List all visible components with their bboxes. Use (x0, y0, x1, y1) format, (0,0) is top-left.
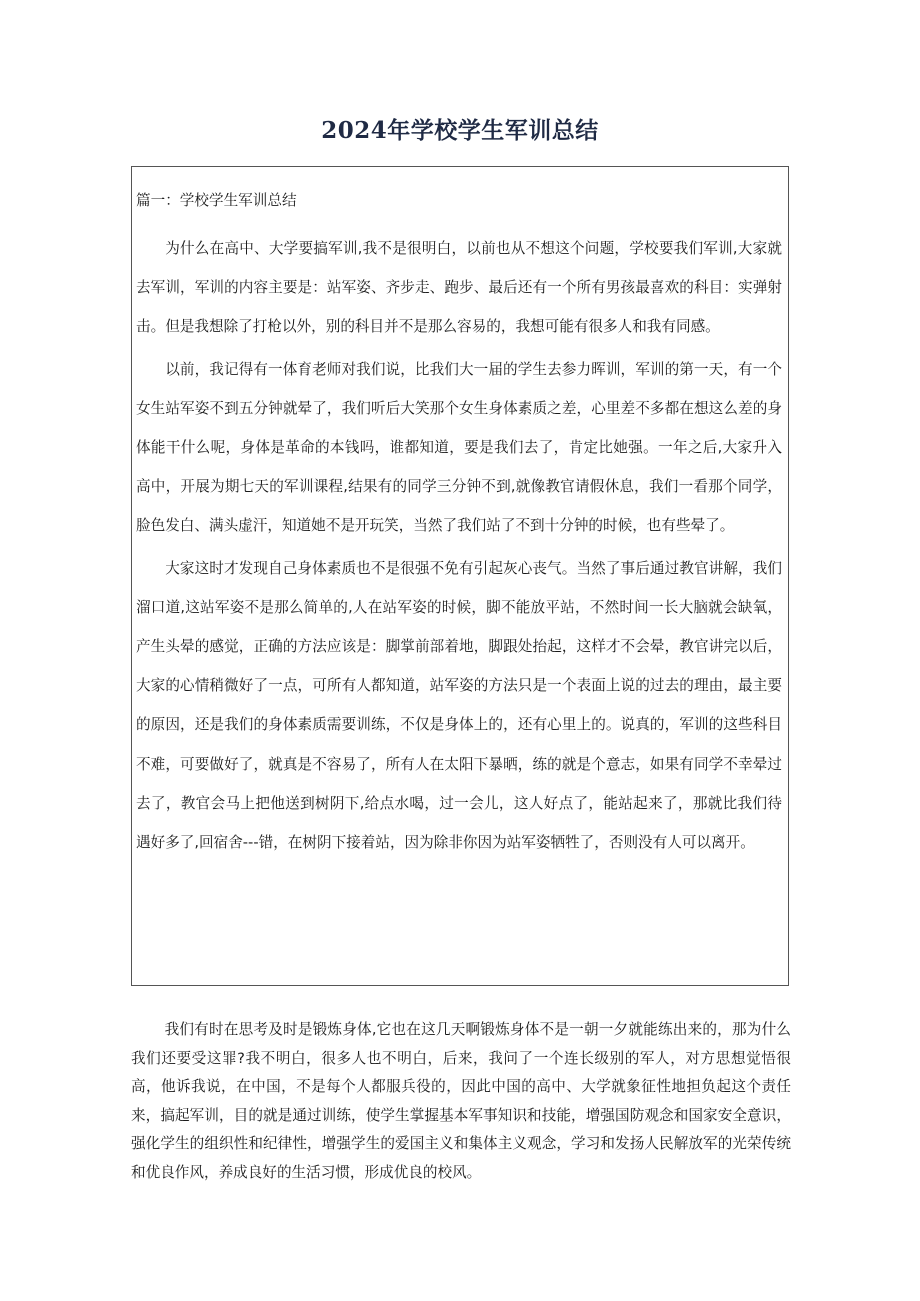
section-heading: 篇一：学校学生军训总结 (136, 192, 297, 209)
boxed-section (131, 166, 789, 986)
paragraph: 以前，我记得有一体育老师对我们说，比我们大一届的学生去参力晖训，军训的第一天，有一个女生站军姿不到五分钟就晕了，我们听后大笑那个女生身体素质之差，心里差不多都在想这么差的身体能干什么呢，身体是革命的本钱吗，谁都知道，要是我们去了，肯定比她强。一年之后,大家升入高中，开展为期七天的军训课程,结果有的同学三分钟不到,就像教官请假休息，我们一看那个同学，脸色发白、满头虚汗，知道她不是开玩笑，当然了我们站了不到十分钟的时候，也有些晕了。 (136, 360, 782, 535)
paragraph: 大家这时才发现自己身体素质也不是很强不免有引起灰心丧气。当然了事后通过教官讲解，我们溜口道,这站军姿不是那么简单的,人在站军姿的时候，脚不能放平站，不然时间一长大脑就会缺氧，产生头晕的感觉，正确的方法应该是：脚掌前部着地，脚跟处抬起，这样才不会晕，教官讲完以后，大家的心情稍微好了一点，可所有人都知道，站军姿的方法只是一个表面上说的过去的理由，最主要的原因，还是我们的身体素质需要训练，不仅是身体上的，还有心里上的。说真的，军训的这些科目不难，可要做好了，就真是不容易了，所有人在太阳下暴晒，练的就是个意志，如果有同学不幸晕过去了，教官会马上把他送到树阴下,给点水喝，过一会儿，这人好点了，能站起来了，那就比我们待遇好多了,回宿舍---错，在树阴下接着站，因为除非你因为站军姿牺牲了，否则没有人可以离开。 (136, 559, 782, 852)
closing-section (131, 1016, 791, 1187)
paragraph: 为什么在高中、大学要搞军训,我不是很明白，以前也从不想这个问题，学校要我们军训,大家就去军训，军训的内容主要是：站军姿、齐步走、跑步、最后还有一个所有男孩最喜欢的科目：实弹射击。但是我想除了打枪以外，别的科目并不是那么容易的，我想可能有很多人和我有同感。 (136, 240, 782, 336)
closing-paragraph: 我们有时在思考及时是锻炼身体,它也在这几天啊锻炼身体不是一朝一夕就能练出来的，那为什么我们还要受这罪?我不明白，很多人也不明白，后来，我问了一个连长级别的军人，对方思想觉悟很高，他诉我说，在中国，不是每个人都服兵役的，因此中国的高中、大学就象征性地担负起这个责任来，搞起军训，目的就是通过训练，使学生掌握基本军事知识和技能，增强国防观念和国家安全意识，强化学生的组织性和纪律性，增强学生的爱国主义和集体主义观念，学习和发扬人民解放军的光荣传统和优良作风，养成良好的生活习惯，形成优良的校风。 (131, 1021, 791, 1181)
document-title: 2024年学校学生军训总结 (321, 117, 599, 144)
